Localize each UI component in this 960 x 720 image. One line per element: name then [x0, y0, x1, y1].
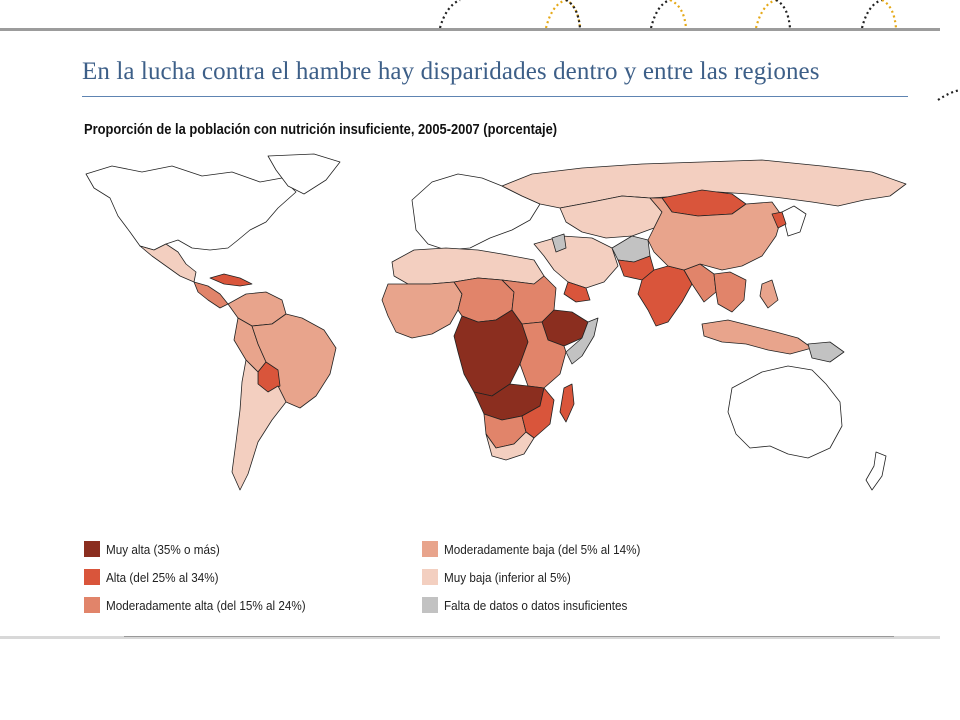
region-philippines [760, 280, 778, 308]
world-undernourishment-map [82, 152, 912, 514]
region-central-america [194, 282, 228, 308]
region-australia [728, 366, 842, 458]
decorative-header-arcs [0, 0, 960, 110]
legend-label-muy-baja: Muy baja (inferior al 5%) [444, 569, 571, 585]
region-papua [808, 342, 844, 362]
region-north-africa [392, 248, 544, 284]
region-central-africa [454, 310, 528, 396]
legend-item-sin-datos [422, 597, 648, 613]
region-madagascar [560, 384, 574, 422]
region-west-africa [382, 282, 462, 338]
title-rule [82, 96, 908, 97]
region-korea-japan [782, 206, 806, 236]
legend-label-sin-datos: Falta de datos o datos insuficientes [444, 597, 628, 613]
legend-item-moderadamente-baja [422, 541, 662, 557]
page-title: En la lucha contra el hambre hay disparidades dentro y entre las regiones [82, 58, 820, 85]
top-rule [0, 28, 940, 31]
region-caribbean [210, 274, 252, 286]
region-new-zealand [866, 452, 886, 490]
legend-item-alta [84, 569, 231, 585]
legend-label-moderadamente-baja: Moderadamente baja (del 5% al 14%) [444, 541, 641, 557]
legend-label-alta: Alta (del 25% al 34%) [106, 569, 219, 585]
legend-label-moderadamente-alta: Moderadamente alta (del 15% al 24%) [106, 597, 306, 613]
legend-swatch-alta [84, 569, 100, 585]
legend-swatch-muy-alta [84, 541, 100, 557]
region-mexico [140, 244, 196, 282]
legend-label-muy-alta: Muy alta (35% o más) [106, 541, 220, 557]
legend-swatch-sin-datos [422, 597, 438, 613]
legend-item-muy-baja [422, 569, 585, 585]
region-indonesia [702, 320, 812, 354]
region-north-america [86, 166, 296, 250]
legend-swatch-moderadamente-alta [84, 597, 100, 613]
legend-swatch-muy-baja [422, 569, 438, 585]
legend-item-moderadamente-alta [84, 597, 328, 613]
bottom-rule-inner [124, 636, 894, 637]
legend-swatch-moderadamente-baja [422, 541, 438, 557]
map-subtitle: Proporción de la población con nutrición insuficiente, 2005-2007 (porcentaje) [84, 121, 558, 138]
legend-item-muy-alta [84, 541, 232, 557]
region-indochina [714, 272, 746, 312]
